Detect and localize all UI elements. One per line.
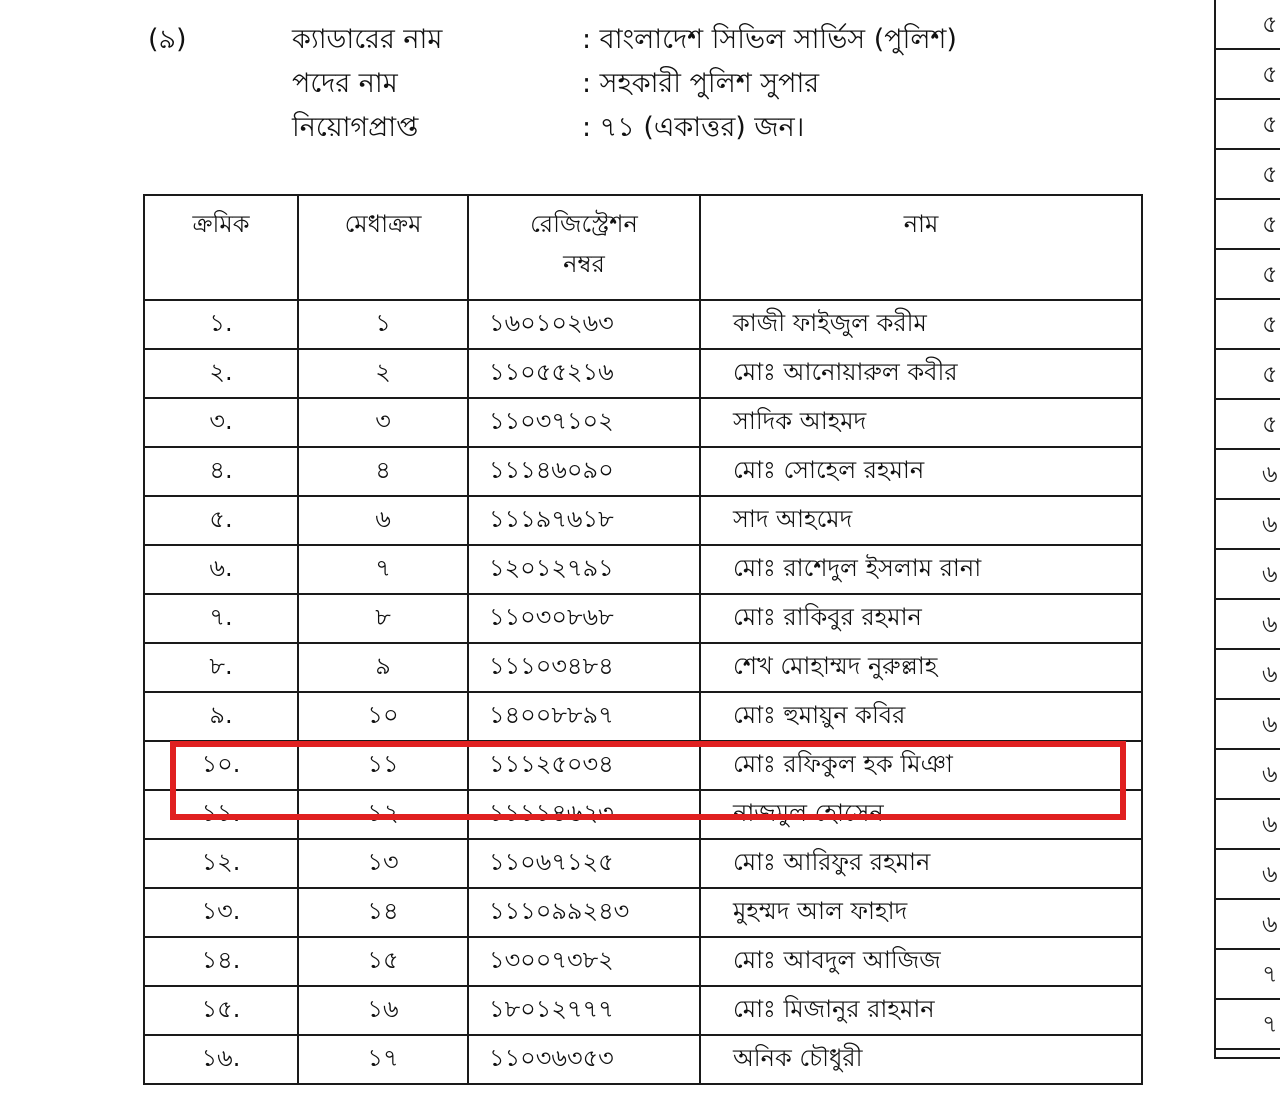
cell-name: মোঃ সোহেল রহমান <box>700 447 1142 496</box>
appointee-table <box>143 194 1143 1085</box>
cell-serial: ৫. <box>144 496 298 545</box>
table-row <box>144 741 1142 790</box>
cell-merit: ৩ <box>298 398 468 447</box>
cell-serial: ১২. <box>144 839 298 888</box>
table-row <box>144 790 1142 839</box>
table-row <box>144 349 1142 398</box>
cell-registration: ১৮০১২৭৭৭ <box>468 986 700 1035</box>
adjacent-table-cell: ৫ <box>1216 200 1280 250</box>
table-row <box>144 643 1142 692</box>
cell-registration: ১১১১৪৬২৩ <box>468 790 700 839</box>
header-registration-line2: নম্বর <box>563 250 605 278</box>
cell-serial: ৯. <box>144 692 298 741</box>
header-serial: ক্রমিক <box>144 195 298 300</box>
cell-serial: ৬. <box>144 545 298 594</box>
cell-merit: ১৭ <box>298 1035 468 1084</box>
cell-registration: ১১০৬৭১২৫ <box>468 839 700 888</box>
adjacent-table-cell: ৬ <box>1216 550 1280 600</box>
cell-serial: ৭. <box>144 594 298 643</box>
cell-registration: ১১১৯৭৬১৮ <box>468 496 700 545</box>
cell-name: মোঃ রাকিবুর রহমান <box>700 594 1142 643</box>
header-registration-line1: রেজিস্ট্রেশন <box>530 210 638 238</box>
adjacent-table-cell: ৬ <box>1216 650 1280 700</box>
header-merit: মেধাক্রম <box>298 195 468 300</box>
cell-name: সাদ আহমেদ <box>700 496 1142 545</box>
adjacent-table-cell: ৫ <box>1216 50 1280 100</box>
cell-serial: ১৫. <box>144 986 298 1035</box>
cell-merit: ১৫ <box>298 937 468 986</box>
cell-name: নাজমুল হোসেন <box>700 790 1142 839</box>
table-row <box>144 692 1142 741</box>
cell-registration: ১১১৪৬০৯০ <box>468 447 700 496</box>
cell-merit: ৯ <box>298 643 468 692</box>
adjacent-table-cell: ৬ <box>1216 500 1280 550</box>
table-row <box>144 300 1142 349</box>
table-row <box>144 496 1142 545</box>
table-row <box>144 545 1142 594</box>
cell-registration: ১১১০৯৯২৪৩ <box>468 888 700 937</box>
appointed-label: নিয়োগপ্রাপ্ত <box>292 112 419 143</box>
table-row <box>144 937 1142 986</box>
adjacent-table-cell: ৫ <box>1216 0 1280 50</box>
cell-registration: ১১০৫৫২১৬ <box>468 349 700 398</box>
cell-name: মোঃ রফিকুল হক মিঞা <box>700 741 1142 790</box>
adjacent-table-cell: ৬ <box>1216 700 1280 750</box>
table-row <box>144 986 1142 1035</box>
table-row <box>144 839 1142 888</box>
cell-registration: ১১০৩০৮৬৮ <box>468 594 700 643</box>
adjacent-table-cell: ৬ <box>1216 450 1280 500</box>
cell-name: কাজী ফাইজুল করীম <box>700 300 1142 349</box>
cell-serial: ১৬. <box>144 1035 298 1084</box>
post-value: : সহকারী পুলিশ সুপার <box>582 68 820 99</box>
cell-merit: ১০ <box>298 692 468 741</box>
cell-merit: ৬ <box>298 496 468 545</box>
table-header-row <box>144 195 1142 300</box>
cell-serial: ২. <box>144 349 298 398</box>
cell-name: মোঃ হুমায়ুন কবির <box>700 692 1142 741</box>
cell-name: শেখ মোহাম্মদ নুরুল্লাহ <box>700 643 1142 692</box>
cell-serial: ১৪. <box>144 937 298 986</box>
cell-serial: ৮. <box>144 643 298 692</box>
cell-serial: ১. <box>144 300 298 349</box>
cell-registration: ১১০৩৭১০২ <box>468 398 700 447</box>
cell-merit: ১২ <box>298 790 468 839</box>
cell-registration: ১২০১২৭৯১ <box>468 545 700 594</box>
table-row <box>144 1035 1142 1084</box>
header-registration <box>468 195 700 300</box>
section-number: (৯) <box>148 24 187 55</box>
cell-merit: ২ <box>298 349 468 398</box>
cell-serial: ১১. <box>144 790 298 839</box>
cell-name: মোঃ মিজানুর রাহমান <box>700 986 1142 1035</box>
adjacent-table-cell: ৬ <box>1216 750 1280 800</box>
header-name: নাম <box>700 195 1142 300</box>
adjacent-table-cell: ৫ <box>1216 250 1280 300</box>
cell-name: মোঃ আনোয়ারুল কবীর <box>700 349 1142 398</box>
cell-name: মোঃ আরিফুর রহমান <box>700 839 1142 888</box>
adjacent-table-cell: ৬ <box>1216 600 1280 650</box>
table-row <box>144 594 1142 643</box>
cadre-label: ক্যাডারের নাম <box>292 24 443 55</box>
appointed-value: : ৭১ (একাত্তর) জন। <box>582 112 805 143</box>
cell-merit: ৭ <box>298 545 468 594</box>
adjacent-table-cell: ৫ <box>1216 150 1280 200</box>
adjacent-table-cell: ৫ <box>1216 100 1280 150</box>
post-label: পদের নাম <box>292 68 398 99</box>
cell-serial: ৪. <box>144 447 298 496</box>
adjacent-table-cell: ৭ <box>1216 1000 1280 1050</box>
table-row <box>144 398 1142 447</box>
cell-merit: ১৩ <box>298 839 468 888</box>
cell-serial: ৩. <box>144 398 298 447</box>
cadre-value: : বাংলাদেশ সিভিল সার্ভিস (পুলিশ) <box>582 24 957 55</box>
adjacent-table-cell: ৬ <box>1216 900 1280 950</box>
cell-name: অনিক চৌধুরী <box>700 1035 1142 1084</box>
cell-registration: ১৪০০৮৮৯৭ <box>468 692 700 741</box>
cell-name: মোঃ আবদুল আজিজ <box>700 937 1142 986</box>
adjacent-table-cell: ৬ <box>1216 800 1280 850</box>
cell-registration: ১৩০০৭৩৮২ <box>468 937 700 986</box>
document-header <box>0 0 1200 160</box>
cell-merit: ১৪ <box>298 888 468 937</box>
cell-merit: ১৬ <box>298 986 468 1035</box>
table-row <box>144 888 1142 937</box>
cell-merit: ৮ <box>298 594 468 643</box>
cell-registration: ১১০৩৬৩৫৩ <box>468 1035 700 1084</box>
adjacent-table-cell: ৫ <box>1216 400 1280 450</box>
cell-registration: ১১১০৩৪৮৪ <box>468 643 700 692</box>
table-row <box>144 447 1142 496</box>
adjacent-table-edge <box>1214 0 1280 1059</box>
cell-registration: ১১১২৫০৩৪ <box>468 741 700 790</box>
cell-merit: ১ <box>298 300 468 349</box>
cell-merit: ১১ <box>298 741 468 790</box>
cell-name: সাদিক আহমদ <box>700 398 1142 447</box>
cell-serial: ১৩. <box>144 888 298 937</box>
adjacent-table-cell: ৫ <box>1216 300 1280 350</box>
adjacent-table-cell: ৬ <box>1216 850 1280 900</box>
cell-merit: ৪ <box>298 447 468 496</box>
cell-name: মোঃ রাশেদুল ইসলাম রানা <box>700 545 1142 594</box>
cell-serial: ১০. <box>144 741 298 790</box>
adjacent-table-cell: ৭ <box>1216 950 1280 1000</box>
cell-name: মুহম্মদ আল ফাহাদ <box>700 888 1142 937</box>
cell-registration: ১৬০১০২৬৩ <box>468 300 700 349</box>
adjacent-table-cell: ৫ <box>1216 350 1280 400</box>
